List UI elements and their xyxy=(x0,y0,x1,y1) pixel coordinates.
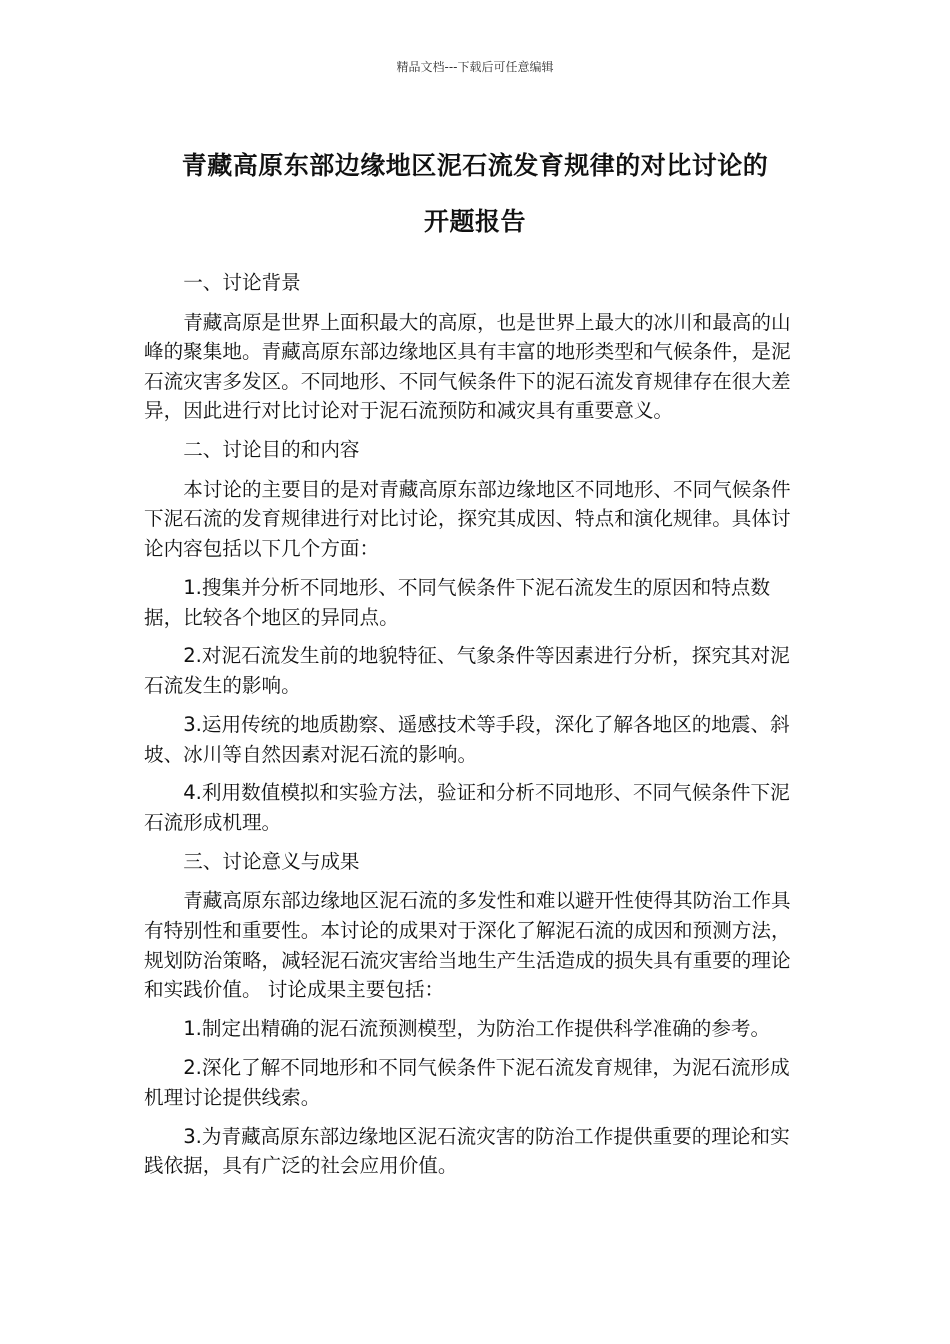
list-item: 4.利用数值模拟和实验方法，验证和分析不同地形、不同气候条件下泥石流形成机理。 xyxy=(144,781,790,834)
paragraph: 青藏高原东部边缘地区泥石流的多发性和难以避开性使得其防治工作具有特别性和重要性。本讨论的成果对于深化了解泥石流的成因和预测方法，规划防治策略，减轻泥石流灾害给当地生产生活造成的损失具有重要的理论和实践价值。 讨论成果主要包括： xyxy=(144,889,791,1002)
list-item: 1.搜集并分析不同地形、不同气候条件下泥石流发生的原因和特点数据，比较各个地区的异同点。 xyxy=(144,575,771,629)
title-line-1: 青藏高原东部边缘地区泥石流发育规律的对比讨论的 xyxy=(181,151,769,180)
title-line-2: 开题报告 xyxy=(423,207,526,236)
list-item: 2.深化了解不同地形和不同气候条件下泥石流发育规律，为泥石流形成机理讨论提供线索。 xyxy=(144,1056,790,1109)
document-title xyxy=(120,138,830,250)
list-item: 3.运用传统的地质勘察、遥感技术等手段，深化了解各地区的地震、斜坡、冰川等自然因素对泥石流的影响。 xyxy=(144,712,790,766)
paragraph: 青藏高原是世界上面积最大的高原，也是世界上最大的冰川和最高的山峰的聚集地。青藏高原东部边缘地区具有丰富的地形类型和气候条件，是泥石流灾害多发区。不同地形、不同气候条件下的泥石流发育规律存在很大差异，因此进行对比讨论对于泥石流预防和减灾具有重要意义。 xyxy=(144,310,791,423)
section-heading-background: 一、讨论背景 xyxy=(183,271,301,294)
paragraph: 本讨论的主要目的是对青藏高原东部边缘地区不同地形、不同气候条件下泥石流的发育规律进行对比讨论，探究其成因、特点和演化规律。具体讨论内容包括以下几个方面： xyxy=(144,477,791,561)
list-item: 1.制定出精确的泥石流预测模型，为防治工作提供科学准确的参考。 xyxy=(183,1017,771,1041)
list-item: 3.为青藏高原东部边缘地区泥石流灾害的防治工作提供重要的理论和实践依据，具有广泛的社会应用价值。 xyxy=(144,1124,790,1178)
section-heading-purpose: 二、讨论目的和内容 xyxy=(183,438,360,462)
page-header: 精品文档---下载后可任意编辑 xyxy=(396,60,554,74)
document-body xyxy=(144,268,792,1190)
section-heading-significance: 三、讨论意义与成果 xyxy=(183,849,360,873)
list-item: 2.对泥石流发生前的地貌特征、气象条件等因素进行分析，探究其对泥石流发生的影响。 xyxy=(144,644,790,698)
